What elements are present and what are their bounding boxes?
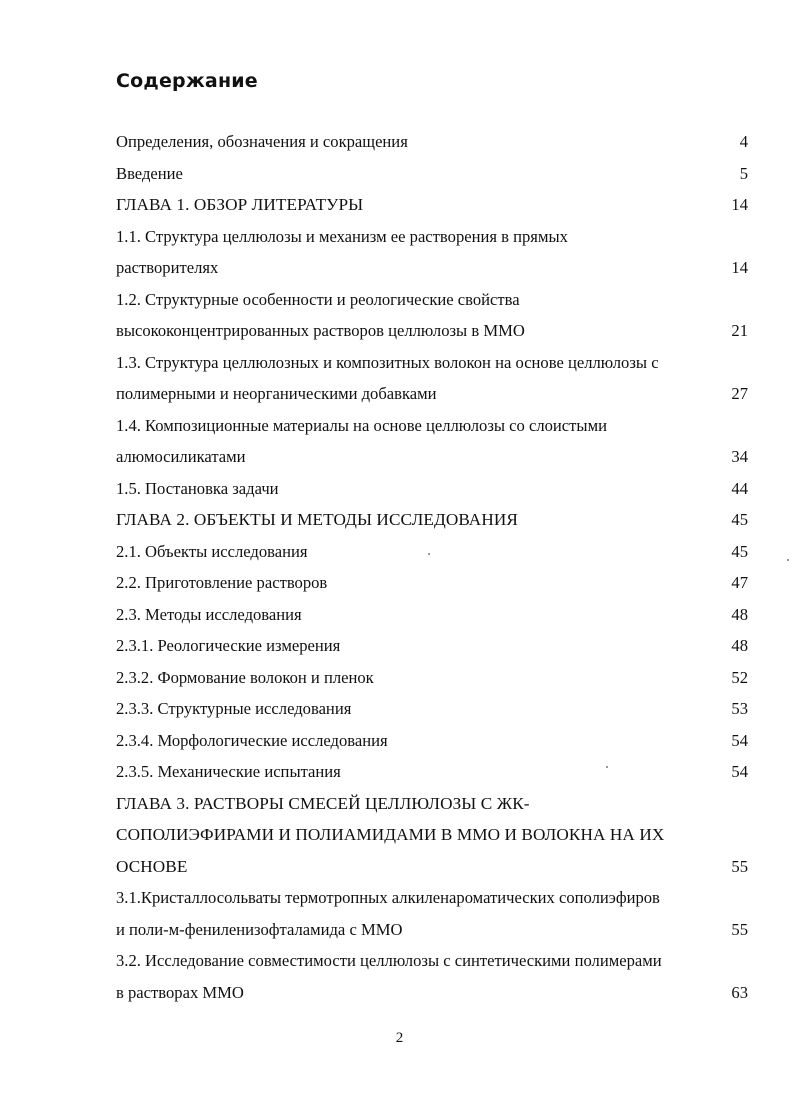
toc-entry-1-4-cont (116, 441, 748, 473)
toc-entry-text: 3.2. Исследование совместимости целлюлозы с синтетическими полимерами (116, 951, 662, 970)
toc-entry-1-4 (116, 410, 748, 442)
toc-entry-text: СОПОЛИЭФИРАМИ И ПОЛИАМИДАМИ В ММО И ВОЛОКНА НА ИХ (116, 825, 665, 844)
page-title: Содержание (116, 70, 258, 92)
toc-entry-text: высококонцентрированных растворов целлюлозы в ММО (116, 321, 525, 340)
toc-entry-text: 1.4. Композиционные материалы на основе целлюлозы со слоистыми (116, 415, 607, 435)
toc-entry-page: 34 (731, 447, 748, 466)
toc-entry-3-2-cont (116, 977, 748, 1009)
toc-entry-2-3-3 (116, 693, 748, 725)
toc-entry-text: 3.1.Кристаллосольваты термотропных алкиленароматических сополиэфиров (116, 888, 660, 907)
toc-entry-page: 55 (731, 856, 748, 876)
scan-speck (787, 559, 789, 561)
toc-entry-text: в растворах ММО (116, 982, 244, 1002)
toc-entry-text: растворителях (116, 258, 219, 277)
toc-entry-3-2 (116, 945, 748, 977)
toc-entry-page: 48 (731, 604, 748, 624)
toc-entry-2-3-2 (116, 662, 748, 694)
toc-entry-introduction (116, 158, 748, 190)
toc-entry-page: 48 (731, 636, 748, 655)
toc-entry-2-3 (116, 599, 748, 631)
toc-entry-text: полимерными и неорганическими добавками (116, 384, 437, 403)
toc-entry-page: 45 (731, 541, 748, 561)
toc-entry-2-3-1 (116, 630, 748, 662)
toc-entry-3-1-cont (116, 914, 748, 946)
toc-entry-text: 2.3.1. Реологические измерения (116, 636, 341, 655)
toc-entry-text: 2.3.2. Формование волокон и пленок (116, 667, 374, 687)
toc-chapter-3-cont-2 (116, 851, 748, 883)
toc-entry-2-2 (116, 567, 748, 599)
toc-entry-text: Определения, обозначения и сокращения (116, 132, 408, 151)
toc-entry-page: 14 (731, 258, 748, 277)
toc-entry-text: 2.3.4. Морфологические исследования (116, 730, 388, 750)
toc-entry-1-1 (116, 221, 748, 253)
toc-entry-page: 53 (731, 699, 748, 718)
toc-entry-text: 2.3. Методы исследования (116, 604, 302, 624)
toc-entry-page: 44 (731, 478, 748, 498)
toc-entry-text: 2.1. Объекты исследования (116, 541, 308, 561)
toc-entry-page: 27 (731, 384, 748, 403)
scan-speck (428, 553, 430, 555)
toc-entry-page: 47 (731, 573, 748, 592)
toc-entry-text: 1.2. Структурные особенности и реологические свойства (116, 289, 520, 309)
toc-chapter-1 (116, 189, 748, 221)
toc-entry-text: ОСНОВЕ (116, 856, 188, 876)
toc-entry-definitions (116, 126, 748, 158)
toc-entry-page: 54 (731, 730, 748, 750)
toc-entry-2-1 (116, 536, 748, 568)
toc-chapter-2 (116, 504, 748, 536)
toc-chapter-3 (116, 788, 748, 820)
toc-entry-text: ГЛАВА 1. ОБЗОР ЛИТЕРАТУРЫ (116, 195, 364, 214)
toc-entry-1-3-cont (116, 378, 748, 410)
toc-entry-page: 54 (731, 762, 748, 781)
toc-chapter-3-cont (116, 819, 748, 851)
toc-entry-text: 2.3.3. Структурные исследования (116, 699, 352, 718)
toc-entry-page: 14 (731, 195, 748, 214)
toc-entry-text: ГЛАВА 2. ОБЪЕКТЫ И МЕТОДЫ ИССЛЕДОВАНИЯ (116, 510, 518, 529)
toc-entry-text: 1.1. Структура целлюлозы и механизм ее растворения в прямых (116, 226, 568, 246)
toc-entry-text: 1.5. Постановка задачи (116, 478, 279, 498)
toc-entry-2-3-4 (116, 725, 748, 757)
toc-entry-1-1-cont (116, 252, 748, 284)
page-number: 2 (395, 1030, 404, 1046)
toc-entry-2-3-5 (116, 756, 748, 788)
toc-entry-page: 45 (731, 510, 748, 529)
toc-entry-page: 52 (731, 667, 748, 687)
toc-entry-page: 5 (739, 163, 748, 183)
toc-entry-text: и поли-м-фениленизофталамида с ММО (116, 919, 403, 939)
toc-entry-text: Введение (116, 163, 183, 183)
toc-entry-page: 21 (731, 321, 748, 340)
toc-entry-1-3 (116, 347, 748, 379)
toc-entry-text: алюмосиликатами (116, 447, 246, 466)
toc-entry-text: 2.3.5. Механические испытания (116, 762, 341, 781)
toc-entry-page: 55 (731, 919, 748, 939)
toc-entry-page: 63 (731, 982, 748, 1002)
toc-entry-text: 1.3. Структура целлюлозных и композитных волокон на основе целлюлозы с (116, 352, 659, 372)
toc-entry-1-5 (116, 473, 748, 505)
toc-entry-1-2-cont (116, 315, 748, 347)
scan-speck (606, 766, 608, 768)
toc-entry-text: 2.2. Приготовление растворов (116, 573, 328, 592)
toc-entry-3-1 (116, 882, 748, 914)
toc-entry-page: 4 (739, 132, 748, 151)
toc-entry-text: ГЛАВА 3. РАСТВОРЫ СМЕСЕЙ ЦЕЛЛЮЛОЗЫ С ЖК- (116, 793, 530, 813)
table-of-contents (116, 126, 748, 1008)
toc-entry-1-2 (116, 284, 748, 316)
